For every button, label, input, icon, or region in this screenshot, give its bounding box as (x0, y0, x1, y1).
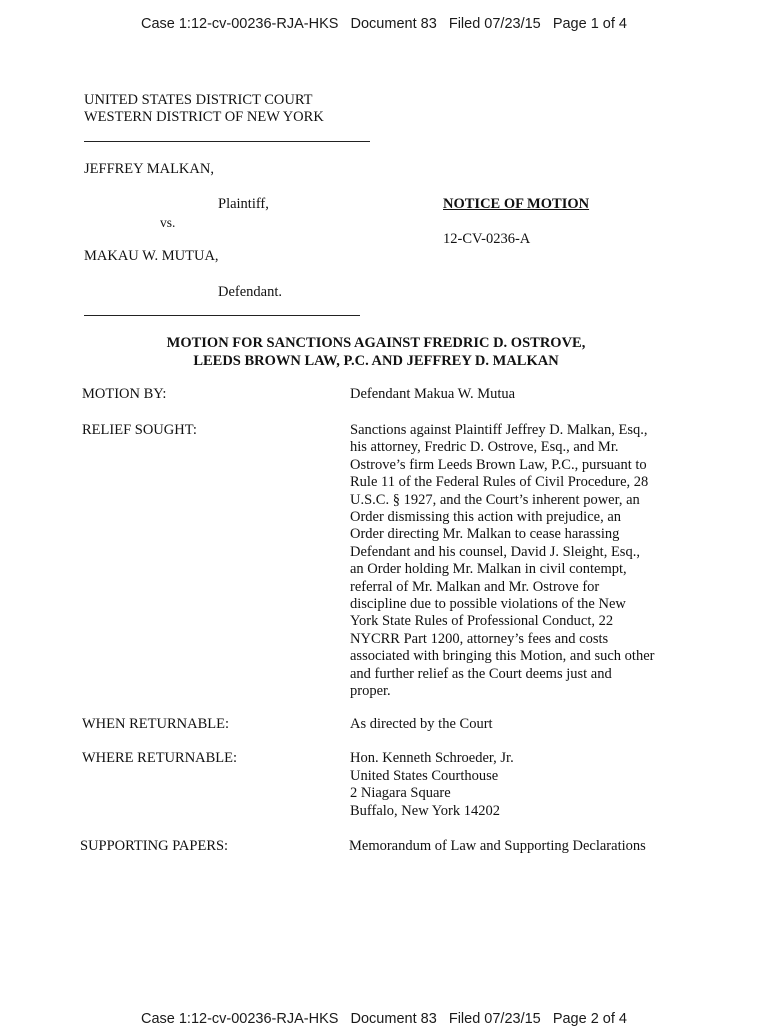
relief-line: York State Rules of Professional Conduct, 22 (350, 613, 614, 630)
address-line: 2 Niagara Square (350, 785, 451, 802)
when-returnable-value: As directed by the Court (350, 716, 493, 732)
relief-line: referral of Mr. Malkan and Mr. Ostrove for (350, 578, 600, 595)
motion-by-value: Defendant Makua W. Mutua (350, 386, 516, 402)
address-line: United States Courthouse (350, 767, 499, 784)
address-line: Buffalo, New York 14202 (350, 803, 500, 820)
versus-label: vs. (160, 215, 176, 230)
motion-title-line-1: MOTION FOR SANCTIONS AGAINST FREDRIC D. OSTROVE, (166, 335, 586, 351)
court-name-line-2: WESTERN DISTRICT OF NEW YORK (84, 109, 324, 125)
caption-divider-top (84, 141, 370, 142)
relief-sought-text (350, 422, 680, 701)
relief-line: Order dismissing this action with prejudice, an (350, 509, 622, 526)
plaintiff-name: JEFFREY MALKAN, (84, 161, 214, 177)
court-name-line-1: UNITED STATES DISTRICT COURT (84, 92, 313, 108)
relief-line: Sanctions against Plaintiff Jeffrey D. Malkan, Esq., (350, 422, 648, 438)
relief-sought-label: RELIEF SOUGHT: (82, 422, 197, 438)
plaintiff-role: Plaintiff, (218, 196, 269, 212)
relief-line: associated with bringing this Motion, and such other (350, 648, 655, 665)
footer-filing-stamp: Case 1:12-cv-00236-RJA-HKS Document 83 Filed 07/23/15 Page 2 of 4 (140, 1011, 627, 1027)
defendant-name: MAKAU W. MUTUA, (84, 248, 219, 264)
relief-line: NYCRR Part 1200, attorney’s fees and costs (350, 630, 609, 647)
caption-divider-bottom (84, 315, 360, 316)
relief-line: proper. (350, 683, 391, 700)
relief-line: Ostrove’s firm Leeds Brown Law, P.C., pursuant to (350, 456, 647, 473)
motion-by-label: MOTION BY: (82, 386, 167, 402)
document-title: NOTICE OF MOTION (443, 196, 590, 212)
relief-line: and further relief as the Court deems just and (350, 665, 612, 682)
case-number: 12-CV-0236-A (443, 231, 531, 247)
relief-line: an Order holding Mr. Malkan in civil contempt, (350, 561, 627, 578)
header-filing-stamp: Case 1:12-cv-00236-RJA-HKS Document 83 Filed 07/23/15 Page 1 of 4 (140, 16, 627, 32)
relief-line: Defendant and his counsel, David J. Sleight, Esq., (350, 543, 640, 560)
defendant-role: Defendant. (218, 284, 283, 300)
where-returnable-address (350, 750, 514, 821)
motion-title-line-2: LEEDS BROWN LAW, P.C. AND JEFFREY D. MALKAN (193, 353, 559, 369)
when-returnable-label: WHEN RETURNABLE: (82, 716, 229, 732)
relief-line: discipline due to possible violations of the New (350, 596, 626, 613)
address-line: Hon. Kenneth Schroeder, Jr. (350, 750, 514, 766)
where-returnable-label: WHERE RETURNABLE: (82, 750, 238, 766)
relief-line: his attorney, Fredric D. Ostrove, Esq., and Mr. (350, 439, 619, 456)
supporting-papers-label: SUPPORTING PAPERS: (80, 838, 229, 854)
relief-line: Rule 11 of the Federal Rules of Civil Procedure, 28 (350, 474, 649, 491)
relief-line: Order directing Mr. Malkan to cease harassing (350, 526, 620, 543)
supporting-papers-value: Memorandum of Law and Supporting Declarations (349, 838, 646, 854)
relief-line: U.S.C. § 1927, and the Court’s inherent power, an (350, 491, 640, 508)
